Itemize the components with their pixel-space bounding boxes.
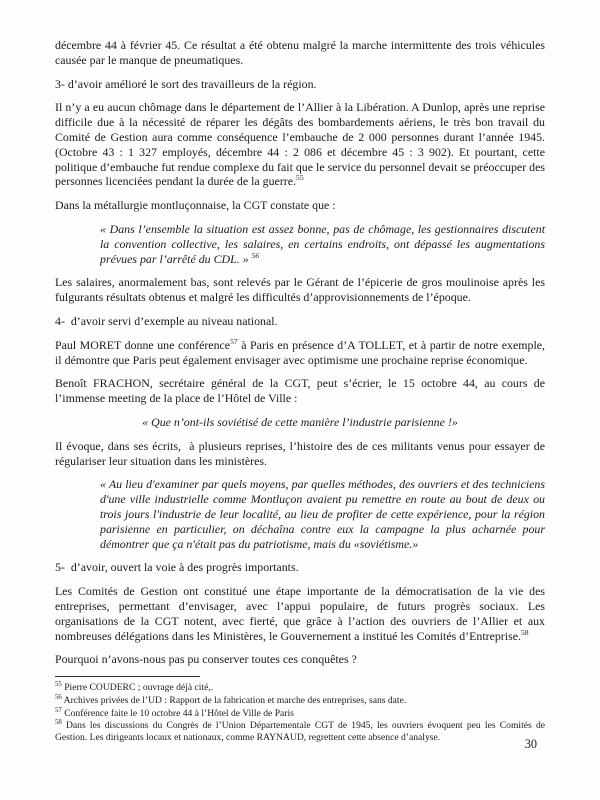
footnote-ref-56: 56 — [251, 250, 260, 260]
paragraph-moret — [55, 338, 545, 368]
paragraph-salaires: Les salaires, anormalement bas, sont relevés par le Gérant de l’épicerie de gros moulinoise après les fulgurants résultats obtenus et malgré les difficultés d’approvisionnements de l’époque. — [55, 275, 545, 305]
footnote-55 — [55, 682, 545, 694]
paragraph-metallurgie: Dans la métallurgie montluçonnaise, la CGT constate que : — [55, 198, 336, 213]
footnote-number: 55 — [55, 680, 62, 688]
footnotes-section — [55, 676, 545, 745]
footnote-text: Dans les discussions du Congrès de l’Union Départementale CGT de 1945, les ouvriers évoquent peu les Comités de Gestion. Les dirigeants locaux et nationaux, comme RAYNAUD, regrettent cette absence d’analyse. — [55, 720, 546, 744]
paragraph-continuation: décembre 44 à février 45. Ce résultat a été obtenu malgré la marche intermittente des trois véhicules causée par le manque de pneumatiques. — [55, 38, 545, 67]
blockquote-montlucon: « Au lieu d'examiner par quels moyens, par quelles méthodes, des ouvriers et des techniciens d'une ville industrielle comme Montluçon avaient pu remettre en route au bout de deux ou trois jours l'industrie de leur localité, au lieu de profiter de cette expérience, pour la région parisienne en particulier, on déchaîna contre eux la campagne la plus acharnée pour démontrer que ça n'était pas du patriotisme, mais du «soviétisme.» — [100, 477, 545, 551]
paragraph-frachon: Benoît FRACHON, secrétaire général de la CGT, peut s’écrier, le 15 octobre 44, au cours de l’immense meeting de la place de l’Hôtel de Ville : — [55, 376, 545, 406]
paragraph-text: à Paris en présence d’A TOLLET, et à partir de notre exemple, il démontre que Paris peut également envisager avec optimisme une prochaine reprise économique. — [55, 337, 545, 367]
paragraph-question: Pourquoi n’avons-nous pas pu conserver toutes ces conquêtes ? — [55, 652, 357, 667]
footnote-number: 58 — [55, 719, 62, 727]
list-item-5: 5- d’avoir, ouvert la voie à des progrès importants. — [55, 560, 299, 575]
paragraph-evoque: Il évoque, dans ses écrits, à plusieurs reprises, l’histoire des de ces militants venus pour essayer de régulariser leur situation dans les ministères. — [55, 438, 545, 468]
paragraph-text: Les Comités de Gestion ont constitué une étape importante de la démocratisation de la vie des entreprises, permettant d’envisager, avec l’appui populaire, de futurs progrès sociaux. Les organisations de la CGT notent, avec fierté, que grâce à l’action des ouvriers de l’Allier et aux nombreuses délégations dans les Ministères, le Gouvernement a institué les Comités d’Entreprise. — [55, 584, 545, 643]
document-body — [55, 38, 545, 667]
footnote-ref-58: 58 — [520, 627, 529, 637]
list-item-3: 3- d’avoir amélioré le sort des travailleurs de la région. — [55, 76, 317, 91]
blockquote-cgt — [100, 222, 545, 266]
footnote-58 — [55, 720, 545, 744]
page-number: 30 — [524, 737, 537, 751]
quote-text: « Dans l’ensemble la situation est assez bonne, pas de chômage, les gestionnaires discutent la convention collective, les salaires, en certains endroits, ont dépassé les augmentations prévues par l’arrêté du CDL. » — [100, 221, 545, 266]
footnote-number: 57 — [55, 706, 62, 714]
footnote-separator — [55, 676, 200, 677]
footnote-ref-55: 55 — [296, 173, 304, 183]
footnote-56 — [55, 695, 545, 707]
footnote-number: 56 — [55, 693, 62, 701]
footnote-text: Archives privées de l’UD : Rapport de la fabrication et marche des entreprises, sans date. — [63, 694, 407, 706]
list-item-4: 4- d’avoir servi d’exemple au niveau national. — [55, 313, 278, 328]
paragraph-text: Il n’y a eu aucun chômage dans le département de l’Allier à la Libération. A Dunlop, après une reprise difficile due à la nécessité de réparer les dégâts des bombardements aériens, le très bon travail du Comité de Gestion aura comme conséquence l’embauche de 2 000 personnes durant l’année 1945. (Octobre 43 : 1 327 employés, décembre 44 : 2 086 et décembre 45 : 3 902). Et pourtant, cette politique d’embauche fut rendue complexe du fait que le service du personnel devait se préoccuper des personnes licenciées pendant la durée de la guerre. — [55, 100, 545, 189]
paragraph-text: Paul MORET donne une conférence — [55, 337, 231, 352]
footnote-text: Pierre COUDERC ; ouvrage déjà cité,. — [64, 682, 214, 694]
quote-centered: « Que n’ont-ils soviétisé de cette manière l’industrie parisienne !» — [142, 414, 458, 429]
footnote-57 — [55, 708, 545, 720]
footnote-ref-57: 57 — [230, 336, 238, 346]
footnote-text: Conférence faite le 10 octobre 44 à l’Hôtel de Ville de Paris — [64, 707, 294, 719]
paragraph-comites — [55, 584, 545, 643]
paragraph-dunlop — [55, 100, 545, 189]
